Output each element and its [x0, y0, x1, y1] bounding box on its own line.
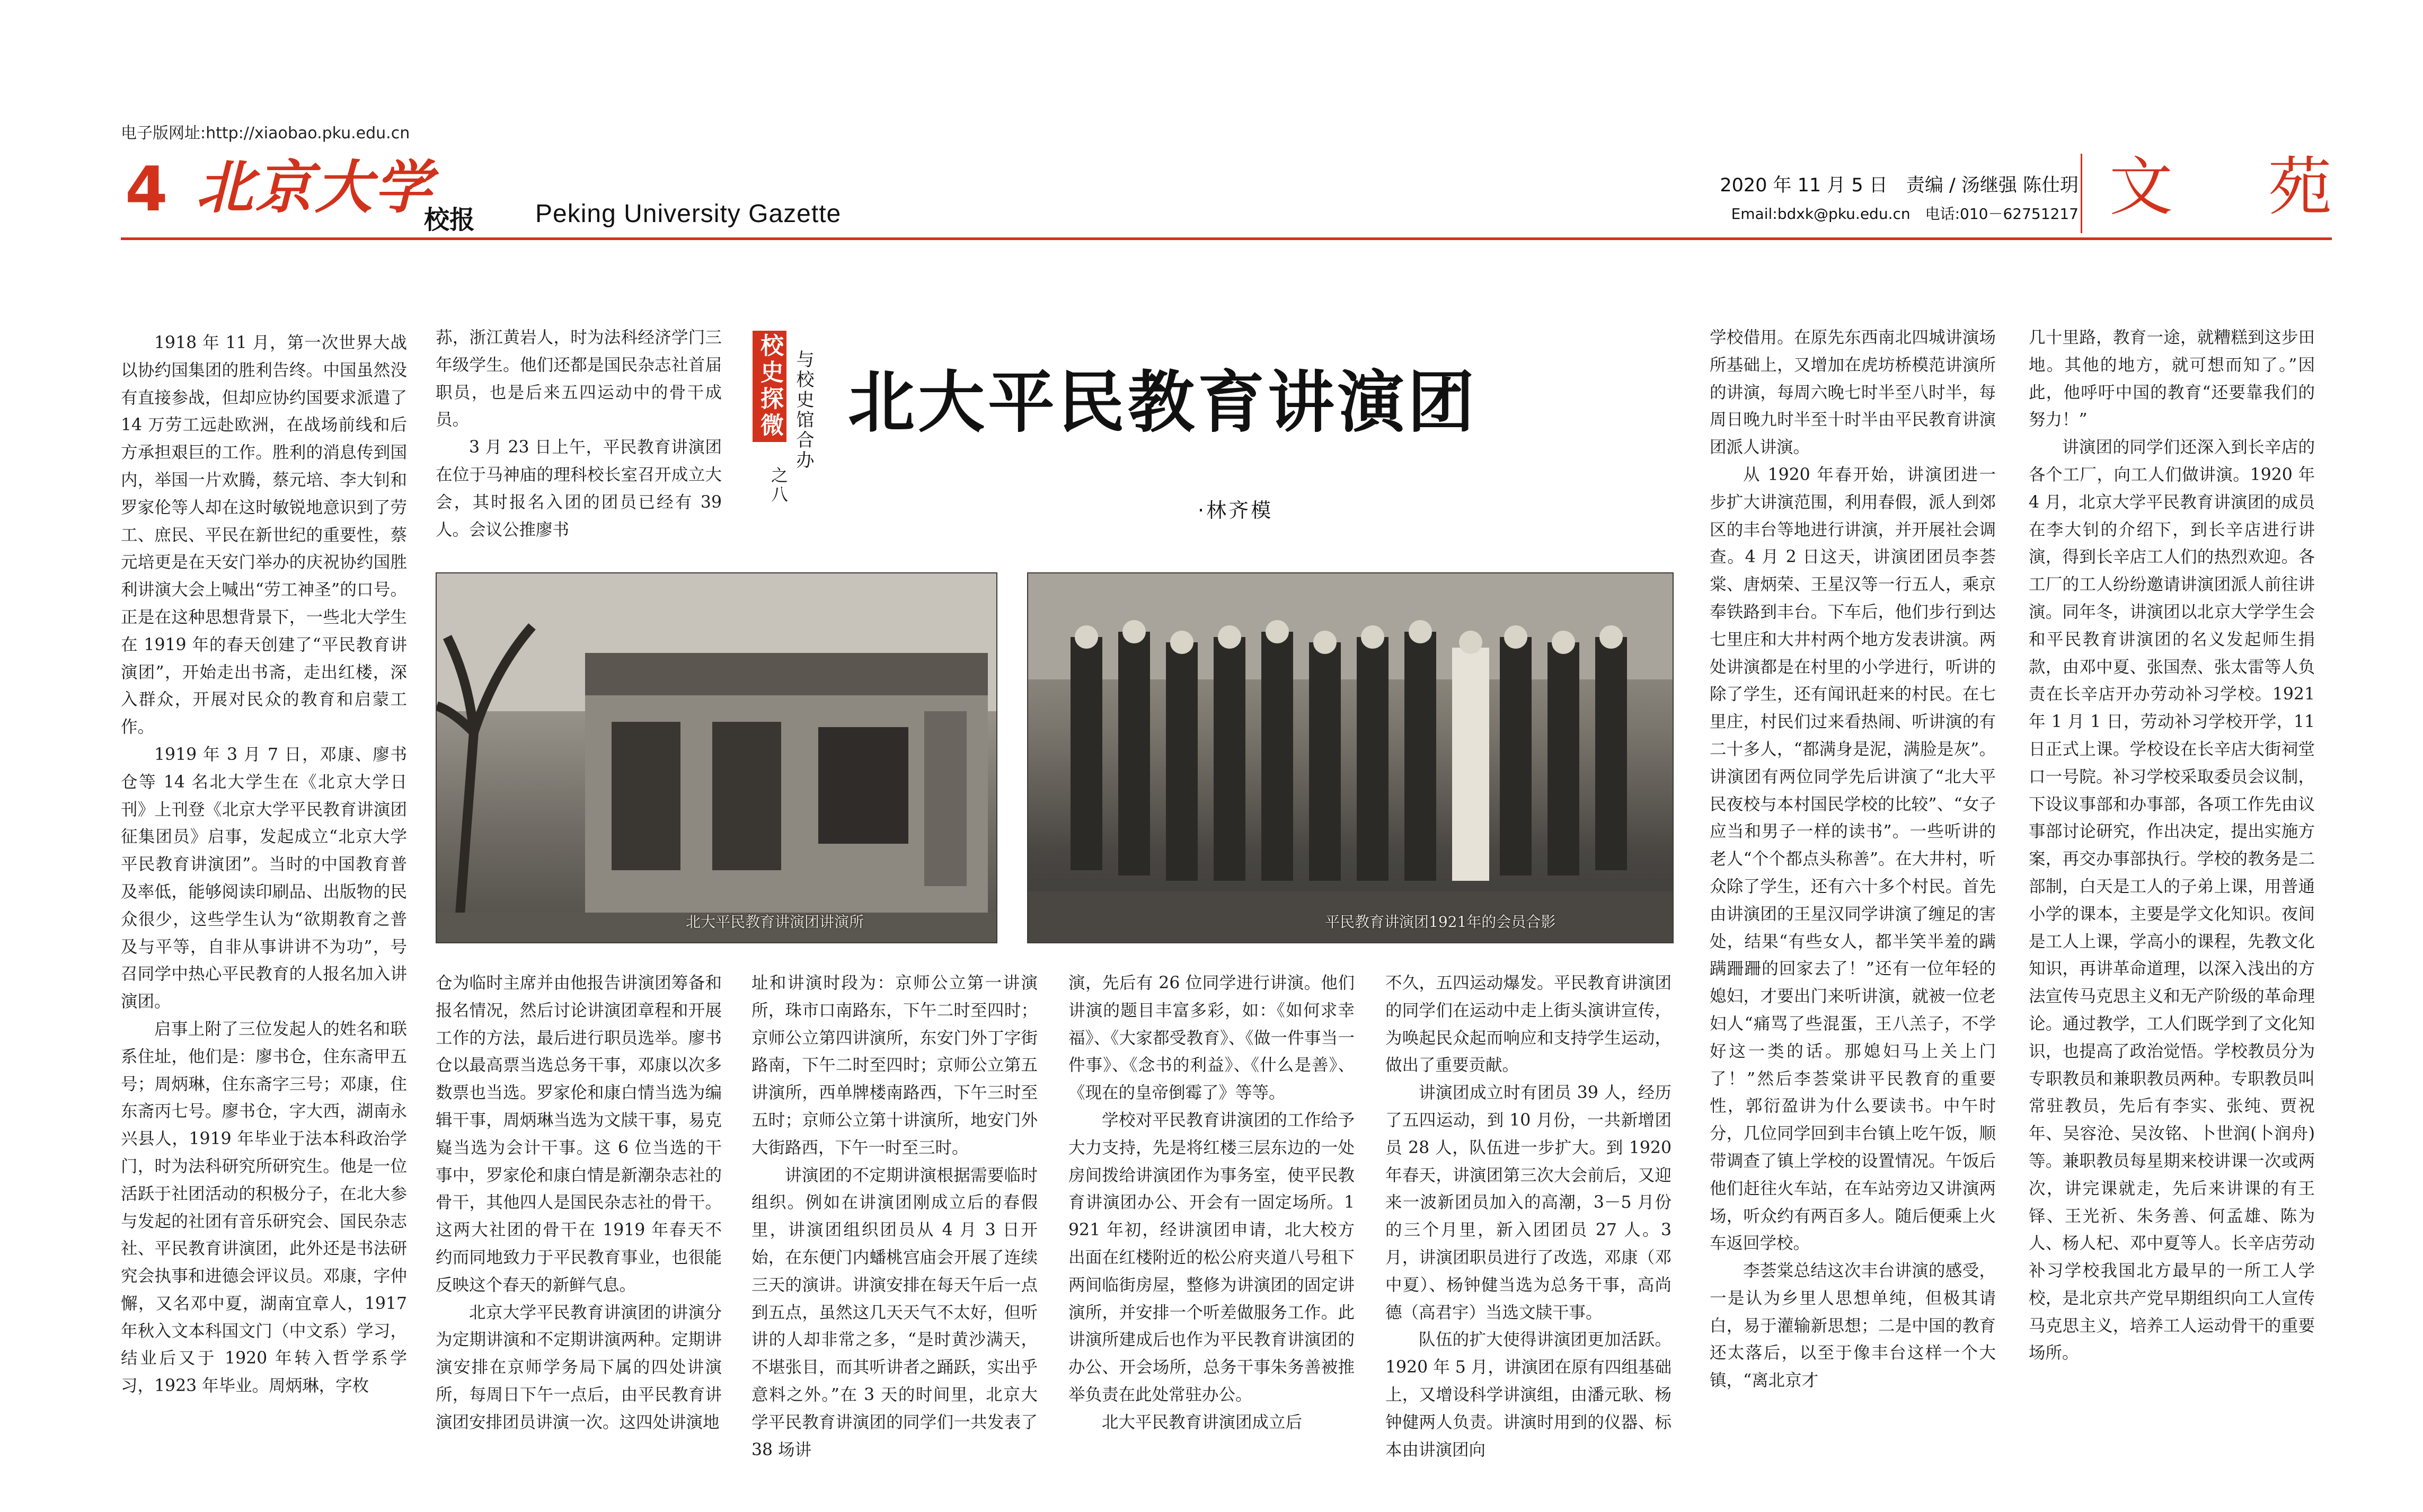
masthead-name: 北京大学: [196, 154, 434, 221]
photo-group-1921-image: [1028, 573, 1673, 942]
text-column-1: [121, 330, 407, 1512]
paragraph: 荪，浙江黄岩人，时为法科经济学门三年级学生。他们还都是国民杂志社首届职员，也是后来五四运动中的骨干成员。: [436, 328, 722, 430]
photo-lecture-hall-caption: 北大平民教育讲演团讲演所: [686, 913, 864, 931]
paragraph: 队伍的扩大使得讲演团更加活跃。1920 年 5 月，讲演团在原有四组基础上，又增设科学讲演组，由潘元耿、杨钟健两人负责。讲演时用到的仪器、标本由讲演团向: [1385, 1330, 1672, 1460]
url-line: 电子版网址:http://xiaobao.pku.edu.cn: [121, 124, 410, 143]
paragraph: 讲演团的同学们还深入到长辛店的各个工厂，向工人们做讲演。1920 年 4 月，北京大学平民教育讲演团的成员在李大钊的介绍下，到长辛店进行讲演，得到长辛店工人们的热烈欢迎。各工厂的工人纷纷邀请讲演团派人前往讲演。同年冬，讲演团以北京大学学生会和平民教育讲演团的名义发起师生捐款，由邓中夏、张国焘、张太雷等人负责在长辛店开办劳动补习学校。1921 年 1 月 1 日，劳动补习学校开学，11 日正式上课。学校设在长辛店大街祠堂口一号院。补习学校采取委员会议制，下设议事部和办事部，各项工作先由议事部讨论研究，作出决定，提出实施方案，再交办事部执行。学校的教务是二部制，白天是工人的子弟上课，用普通小学的课本，主要是学文化知识。夜间是工人上课，学高小的课程，先教文化知识，再讲革命道理，以深入浅出的方法宣传马克思主义和无产阶级的革命理论。通过教学，工人们既学到了文化知识，也提高了政治觉悟。学校教员分为专职教员和兼职教员两种。专职教员叫常驻教员，先后有李实、张纯、贾祝年、吴容沧、吴汝铭、卜世润(卜润舟)等。兼职教员每星期来校讲课一次或两次，讲完课就走，先后来讲课的有王铎、王光祈、朱务善、何孟雄、陈为人、杨人杞、邓中夏等人。长辛店劳动补习学校我国北方最早的一所工人学校，是北京共产党早期组织向工人宣传马克思主义，培养工人运动骨干的重要场所。: [2029, 438, 2315, 1363]
photo-group-1921: [1027, 572, 1674, 943]
text-column-2-bottom: [436, 970, 722, 1512]
text-column-2-top: [436, 324, 722, 552]
paragraph: 几十里路，教育一途，就糟糕到这步田地。其他的地方，就可想而知了。”因此，他呼吁中国的教育“还要靠我们的努力！”: [2029, 328, 2315, 430]
article-byline: ·林齐模: [1198, 499, 1274, 522]
masthead-english: Peking University Gazette: [535, 200, 842, 228]
paragraph: 李荟棠总结这次丰台讲演的感受，一是认为乡里人思想单纯，但极其请白，易于灌输新思想；二是中国的教育还太落后，以至于像丰台这样一个大镇，“离北京才: [1710, 1261, 1996, 1391]
masthead-tag: 校报: [424, 205, 475, 235]
column-badge-partner: 与校史馆合办: [793, 350, 814, 471]
text-column-4: [1068, 970, 1355, 1512]
photo-lecture-hall-image: [437, 573, 996, 942]
paragraph: 启事上附了三位发起人的姓名和联系住址，他们是：廖书仓，住东斋甲五号；周炳琳，住东斋字三号；邓康，住东斋丙七号。廖书仓，字大西，湖南永兴县人，1919 年毕业于法本科政治学门，时为法科研究所研究生。他是一位活跃于社团活动的积极分子，在北大参与发起的社团有音乐研究会、国民杂志社、平民教育讲演团，此外还是书法研究会执事和进德会评议员。邓康，字仲懈，又名邓中夏，湖南宜章人，1917 年秋入文本科国文门（中文系）学习，结业后又于 1920 年转入哲学系学习，1923 年毕业。周炳琳，字枚: [121, 1019, 407, 1396]
paragraph: 仓为临时主席并由他报告讲演团筹备和报名情况，然后讨论讲演团章程和开展工作的方法，最后进行职员选举。廖书仓以最高票当选总务干事，邓康以次多数票也当选。罗家伦和康白情当选为编辑干事，周炳琳当选为文牍干事，易克嶷当选为会计干事。这 6 位当选的干事中，罗家伦和康白情是新潮杂志社的骨干，其他四人是国民杂志社的骨干。这两大社团的骨干在 1919 年春天不约而同地致力于平民教育事业，也很能反映这个春天的新鲜气息。: [436, 974, 722, 1295]
section-char-2: 苑: [2268, 151, 2332, 224]
paragraph: 演，先后有 26 位同学进行讲演。他们讲演的题目丰富多彩，如：《如何求幸福》、《大家都受教育》、《做一件事当一件事》、《念书的利益》、《什么是善》、《现在的皇帝倒霉了》等等。: [1068, 974, 1355, 1103]
photo-lecture-hall: [436, 572, 997, 943]
paragraph: 讲演团的不定期讲演根据需要临时组织。例如在讲演团刚成立后的春假里，讲演团组织团员从 4 月 3 日开始，在东便门内蟠桃宫庙会开展了连续三天的演讲。讲演安排在每天午后一点到五点，虽然这几天天气不太好，但听讲的人却非常之多，“是时黄沙满天，不堪张目，而其听讲者之踊跃，实出乎意料之外。”在 3 天的时间里，北京大学平民教育讲演团的同学们一共发表了 38 场讲: [751, 1165, 1038, 1460]
text-column-7: [2029, 324, 2315, 1512]
paragraph: 北京大学平民教育讲演团的讲演分为定期讲演和不定期讲演两种。定期讲演安排在京师学务局下属的四处讲演所，每周日下午一点后，由平民教育讲演团安排团员讲演一次。这四处讲演地: [436, 1303, 722, 1432]
text-column-5: [1385, 970, 1672, 1512]
photo-group-1921-caption: 平民教育讲演团1921年的会员合影: [1325, 913, 1556, 931]
column-badge: 校史探微: [753, 331, 786, 442]
section-name: [2109, 153, 2332, 223]
paragraph: 不久，五四运动爆发。平民教育讲演团的同学们在运动中走上街头演讲宣传，为唤起民众起而响应和支持学生运动，做出了重要贡献。: [1385, 974, 1672, 1075]
text-column-6: [1710, 324, 1996, 1512]
section-char-1: 文: [2109, 151, 2173, 224]
header-divider: [2081, 154, 2082, 233]
paragraph: 址和讲演时段为：京师公立第一讲演所，珠市口南路东，下午二时至四时；京师公立第四讲演所，东安门外丁字街路南，下午二时至四时；京师公立第五讲演所，西单牌楼南路西，下午三时至五时；京师公立第十讲演所，地安门外大街路西，下午一时至三时。: [751, 974, 1038, 1157]
paragraph: 学校对平民教育讲演团的工作给予大力支持，先是将红楼三层东边的一处房间拨给讲演团作为事务室，使平民教育讲演团办公、开会有一固定场所。1921 年初，经讲演团申请，北大校方出面在红楼附近的松公府夹道八号租下两间临街房屋，整修为讲演团的固定讲演所，并安排一个听差做服务工作。此讲演所建成后也作为平民教育讲演团的办公、开会场所，总务干事朱务善被推举负责在此处常驻办公。: [1068, 1110, 1355, 1404]
paragraph: 1918 年 11 月，第一次世界大战以协约国集团的胜利告终。中国虽然没有直接参战，但却应协约国要求派遣了 14 万劳工远赴欧洲，在战场前线和后方承担艰巨的工作。胜利的消息传到国内，举国一片欢腾，蔡元培、李大钊和罗家伦等人却在这时敏锐地意识到了劳工、庶民、平民在新世纪的重要性，蔡元培更是在天安门举办的庆祝协约国胜利讲演大会上喊出“劳工神圣”的口号。正是在这种思想背景下，一些北大学生在 1919 年的春天创建了“平民教育讲演团”，开始走出书斋，走出红楼，深入群众，开展对民众的教育和启蒙工作。: [121, 333, 407, 737]
paragraph: 3 月 23 日上午，平民教育讲演团在位于马神庙的理科校长室召开成立大会，其时报名入团的团员已经有 39 人。会议公推廖书: [436, 438, 722, 540]
paragraph: 讲演团成立时有团员 39 人，经历了五四运动，到 10 月份，一共新增团员 28 人，队伍进一步扩大。到 1920 年春天，讲演团第三次大会前后，又迎来一波新团员加入的高潮，3－5 月份的三个月里，新入团团员 27 人。3 月，讲演团职员进行了改选，邓康（邓中夏）、杨钟健当选为总务干事，高尚德（高君宇）当选文牍干事。: [1385, 1083, 1672, 1322]
article-headline: 北大平民教育讲演团: [848, 363, 1478, 441]
column-badge-number: 之八: [768, 466, 789, 505]
paragraph: 从 1920 年春开始，讲演团进一步扩大讲演范围，利用春假，派人到郊区的丰台等地进行讲演，并开展社会调查。4 月 2 日这天，讲演团团员李荟棠、唐炳荣、王星汉等一行五人，乘京奉铁路到丰台。下车后，他们步行到达七里庄和大井村两个地方发表讲演。两处讲演都是在村里的小学进行，听讲的除了学生，还有闻讯赶来的村民。在七里庄，村民们过来看热闹、听讲演的有二十多人，“都满身是泥，满脸是灰”。讲演团有两位同学先后讲演了“北大平民夜校与本村国民学校的比较”、“女子应当和男子一样的读书”。一些听讲的老人“个个都点头称善”。在大井村，听众除了学生，还有六十多个村民。首先由讲演团的王星汉同学讲演了缠足的害处，结果“有些女人，都半笑半羞的蹒蹒跚跚的回家去了！”还有一位年轻的媳妇，才要出门来听讲演，就被一位老妇人“痛骂了些混蛋，王八羔子，不学好这一类的话。那媳妇马上关上门了！”然后李荟棠讲平民教育的重要性，郭衍盈讲为什么要读书。中午时分，几位同学回到丰台镇上吃午饭，顺带调查了镇上学校的设置情况。午饭后他们赶往火车站，在车站旁边又讲演两场，听众约有两百多人。随后便乘上火车返回学校。: [1710, 465, 1996, 1253]
paragraph: 1919 年 3 月 7 日，邓康、廖书仓等 14 名北大学生在《北京大学日刊》上刊登《北京大学平民教育讲演团征集团员》启事，发起成立“北京大学平民教育讲演团”。当时的中国教育普及率低，能够阅读印刷品、出版物的民众很少，这些学生认为“欲期教育之普及与平等，自非从事讲讲不为功”，号召同学中热心平民教育的人报名加入讲演团。: [121, 745, 407, 1012]
header-date-editors: 2020 年 11 月 5 日 责编 / 汤继强 陈仕玥: [1720, 175, 2079, 196]
paragraph: 北大平民教育讲演团成立后: [1102, 1412, 1303, 1432]
paragraph: 学校借用。在原先东西南北四城讲演场所基础上，又增加在虎坊桥模范讲演所的讲演，每周六晚七时半至八时半，每周日晚九时半至十时半由平民教育讲演团派人讲演。: [1710, 328, 1996, 457]
top-rule: [121, 237, 2332, 240]
text-column-3: [751, 970, 1038, 1512]
page-number: 4: [125, 154, 168, 225]
header-contact: Email:bdxk@pku.edu.cn 电话:010－62751217: [1731, 205, 2079, 223]
